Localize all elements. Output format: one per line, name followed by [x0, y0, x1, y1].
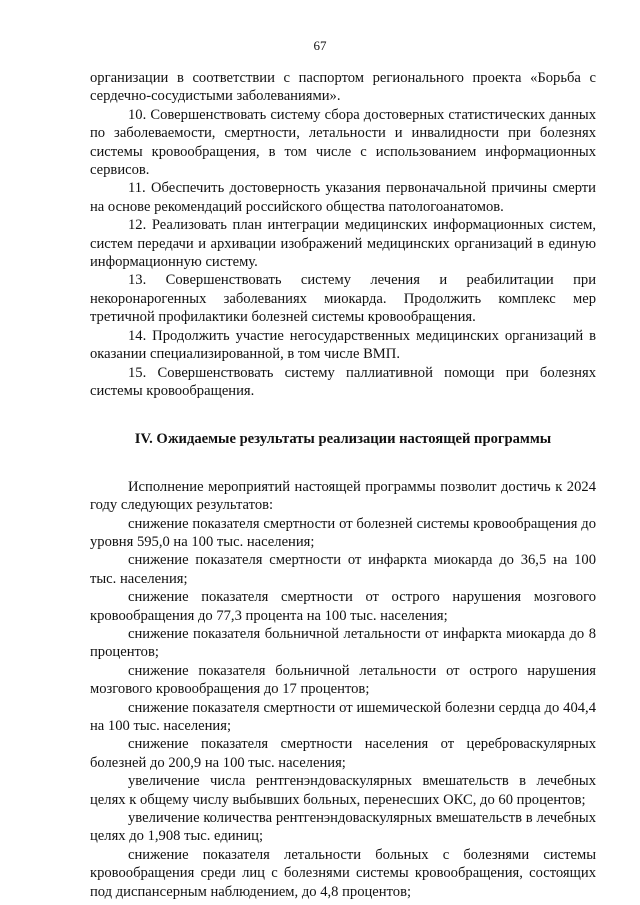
paragraph-item-15: 15. Совершенствовать систему паллиативной помощи при болезнях системы кровообращения.: [90, 364, 596, 399]
result-item: увеличение числа рентгенэндоваскулярных вмешательств в лечебных целях к общему числу выбывших больных, перенесших ОКС, до 60 процентов;: [90, 773, 596, 808]
results-intro: Исполнение мероприятий настоящей программы позволит достичь к 2024 году следующих результатов:: [90, 478, 596, 514]
result-item: снижение показателя смертности от инфаркта миокарда до 36,5 на 100 тыс. населения;: [90, 552, 596, 587]
paragraph-item-13: 13. Совершенствовать систему лечения и реабилитации при некоронарогенных заболеваниях миокарда. Продолжить комплекс мер третичной профилактики болезней системы кровообращения.: [90, 272, 596, 326]
paragraph-item-11: 11. Обеспечить достоверность указания первоначальной причины смерти на основе рекомендаций российского общества патологоанатомов.: [90, 180, 596, 215]
result-item: увеличение количества рентгенэндоваскулярных вмешательств в лечебных целях до 1,908 тыс. единиц;: [90, 810, 596, 845]
result-item: снижение показателя больничной летальности от острого нарушения мозгового кровообращения до 17 процентов;: [90, 662, 596, 698]
result-item: снижение показателя смертности от болезней системы кровообращения до уровня 595,0 на 100 тыс. населения;: [90, 515, 596, 550]
section-heading: IV. Ожидаемые результаты реализации настоящей программы: [134, 431, 552, 448]
page-number: 67: [313, 38, 327, 53]
paragraph-item-12: 12. Реализовать план интеграции медицинских информационных систем, систем передачи и архивации изображений медицинских организаций в единую информационную систему.: [90, 217, 596, 271]
result-item: снижение показателя смертности населения от цереброваскулярных болезней до 200,9 на 100 тыс. населения;: [90, 736, 596, 771]
paragraph-continuation: организации в соответствии с паспортом регионального проекта «Борьба с сердечно-сосудистыми заболеваниями».: [90, 70, 596, 105]
result-item: снижение показателя смертности от острого нарушения мозгового кровообращения до 77,3 процента на 100 тыс. населения;: [90, 589, 596, 624]
paragraph-item-10: 10. Совершенствовать систему сбора достоверных статистических данных по заболеваемости, смертности, летальности и инвалидности при болезнях системы кровообращения, в том числе с использованием информационных сервисов.: [90, 106, 596, 179]
result-item: снижение показателя летальности больных с болезнями системы кровообращения среди лиц с болезнями системы кровообращения, состоящих под диспансерным наблюдением, до 4,8 процентов;: [90, 846, 596, 900]
result-item: снижение показателя больничной летальности от инфаркта миокарда до 8 процентов;: [90, 625, 596, 661]
result-item: снижение показателя смертности от ишемической болезни сердца до 404,4 на 100 тыс. населения;: [90, 699, 596, 734]
paragraph-item-14: 14. Продолжить участие негосударственных медицинских организаций в оказании специализированной, в том числе ВМП.: [90, 327, 596, 363]
document-body: [90, 69, 596, 901]
